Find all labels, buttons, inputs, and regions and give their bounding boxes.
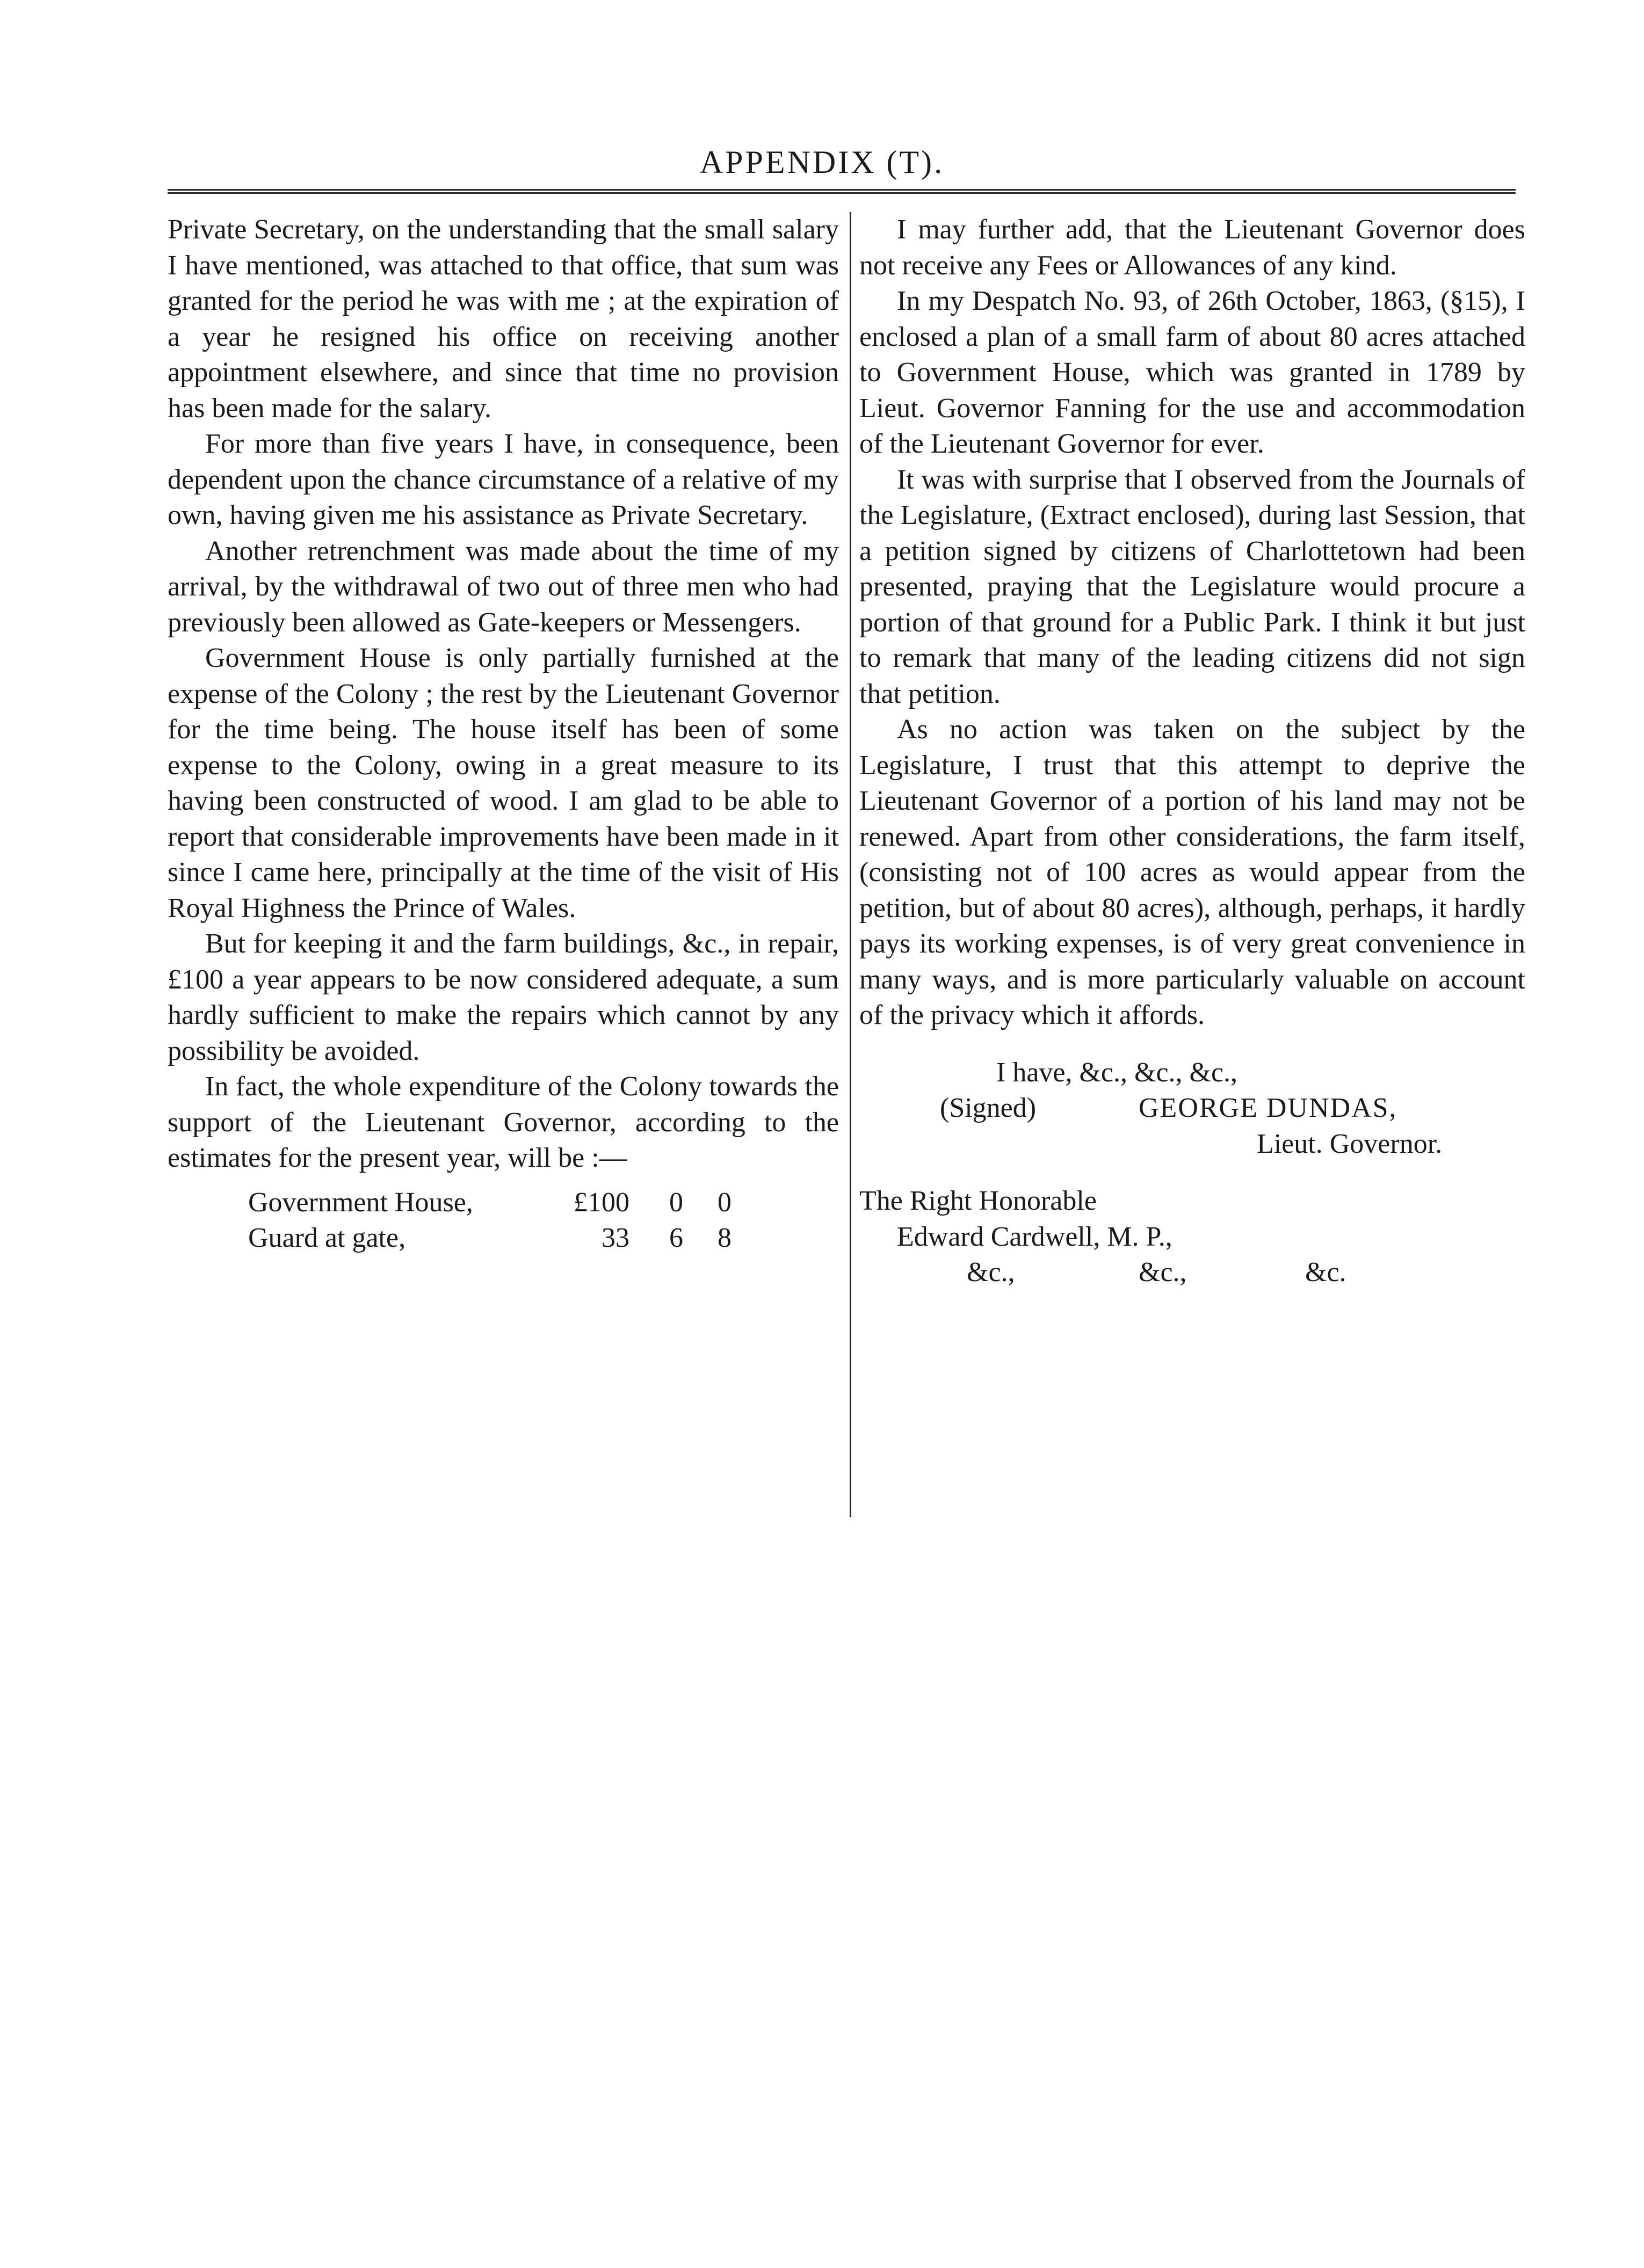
right-column — [859, 212, 1525, 1291]
letter-closing — [859, 1055, 1525, 1162]
ledger-pence: 8 — [718, 1223, 732, 1253]
header-double-rule — [168, 189, 1516, 194]
etc-text: &c., — [1139, 1257, 1187, 1288]
addressee-block — [859, 1183, 1525, 1291]
closing-salutation: I have, &c., &c., &c., — [996, 1057, 1238, 1088]
etc-text: &c. — [1305, 1257, 1346, 1288]
paragraph: Private Secretary, on the understanding that the small salary I have mentioned, was attached to that office, that sum was granted for the period he was with me ; at the expiration of a year he resigned his office on receiving another appointment elsewhere, and since that time no provision has been made for the salary. — [168, 214, 839, 424]
paragraph: But for keeping it and the farm buildings, &c., in repair, £100 a year appears to be now considered adequate, a sum hardly sufficient to make the repairs which cannot by any possibility be avoided. — [168, 928, 839, 1066]
ledger-pounds: 33 — [602, 1223, 629, 1253]
table-row — [248, 1185, 732, 1221]
paragraph: Government House is only partially furnished at the expense of the Colony ; the rest by the Lieutenant Governor for the time being. The house itself has been of some expense to the Colony, owing in a great measure to its having been constructed of wood. I am glad to be able to report that considerable improvements have been made in it since I came here, principally at the time of the visit of His Royal Highness the Prince of Wales. — [168, 643, 839, 924]
page-title: APPENDIX (T). — [699, 144, 945, 180]
column-divider — [850, 212, 851, 1517]
paragraph: In fact, the whole expenditure of the Colony towards the support of the Lieutenant Governor, according to the estimates for the present year, will be :— — [168, 1071, 839, 1173]
signer-name: GEORGE DUNDAS, — [1139, 1093, 1397, 1123]
ledger-item: Guard at gate, — [248, 1223, 406, 1253]
addressee-line: The Right Honorable — [859, 1186, 1097, 1216]
ledger-shillings: 0 — [669, 1187, 683, 1218]
paragraph: As no action was taken on the subject by the Legislature, I trust that this attempt to deprive the Lieutenant Governor of a portion of his land may not be renewed. Apart from other considerations, the farm itself, (consisting not of 100 acres as would appear from the petition, but of about 80 acres), although, perhaps, it hardly pays its working expenses, is of very great convenience in many ways, and is more particularly valuable on account of the privacy which it affords. — [859, 714, 1525, 1030]
expenditure-table — [248, 1185, 732, 1256]
table-row — [248, 1220, 732, 1256]
ledger-pounds: £100 — [574, 1187, 629, 1218]
paragraph: Another retrenchment was made about the time of my arrival, by the withdrawal of two out of three men who had previously been allowed as Gate-keepers or Messengers. — [168, 535, 839, 638]
etc-text: &c., — [967, 1257, 1015, 1288]
ledger-shillings: 6 — [669, 1223, 683, 1253]
ledger-item: Government House, — [248, 1187, 473, 1218]
paragraph: I may further add, that the Lieutenant Governor does not receive any Fees or Allowances of any kind. — [859, 214, 1525, 281]
left-column — [168, 212, 839, 1256]
paragraph: In my Despatch No. 93, of 26th October, 1863, (§15), I enclosed a plan of a small farm of about 80 acres attached to Government House, which was granted in 1789 by Lieut. Governor Fanning for the use and accommodation of the Lieutenant Governor for ever. — [859, 286, 1525, 459]
signed-label: (Signed) — [940, 1093, 1037, 1123]
signer-title: Lieut. Governor. — [1257, 1128, 1443, 1159]
addressee-etc-line — [859, 1255, 1525, 1291]
paragraph: For more than five years I have, in consequence, been dependent upon the chance circumstance of a relative of my own, having given me his assistance as Private Secretary. — [168, 428, 839, 530]
ledger-pence: 0 — [718, 1187, 732, 1218]
signature-line — [859, 1091, 1525, 1126]
paragraph: It was with surprise that I observed from the Journals of the Legislature, (Extract enclosed), during last Session, that a petition signed by citizens of Charlottetown had been presented, praying that the Legislature would procure a portion of that ground for a Public Park. I think it but just to remark that many of the leading citizens did not sign that petition. — [859, 464, 1525, 709]
addressee-name: Edward Cardwell, M. P., — [897, 1221, 1172, 1252]
